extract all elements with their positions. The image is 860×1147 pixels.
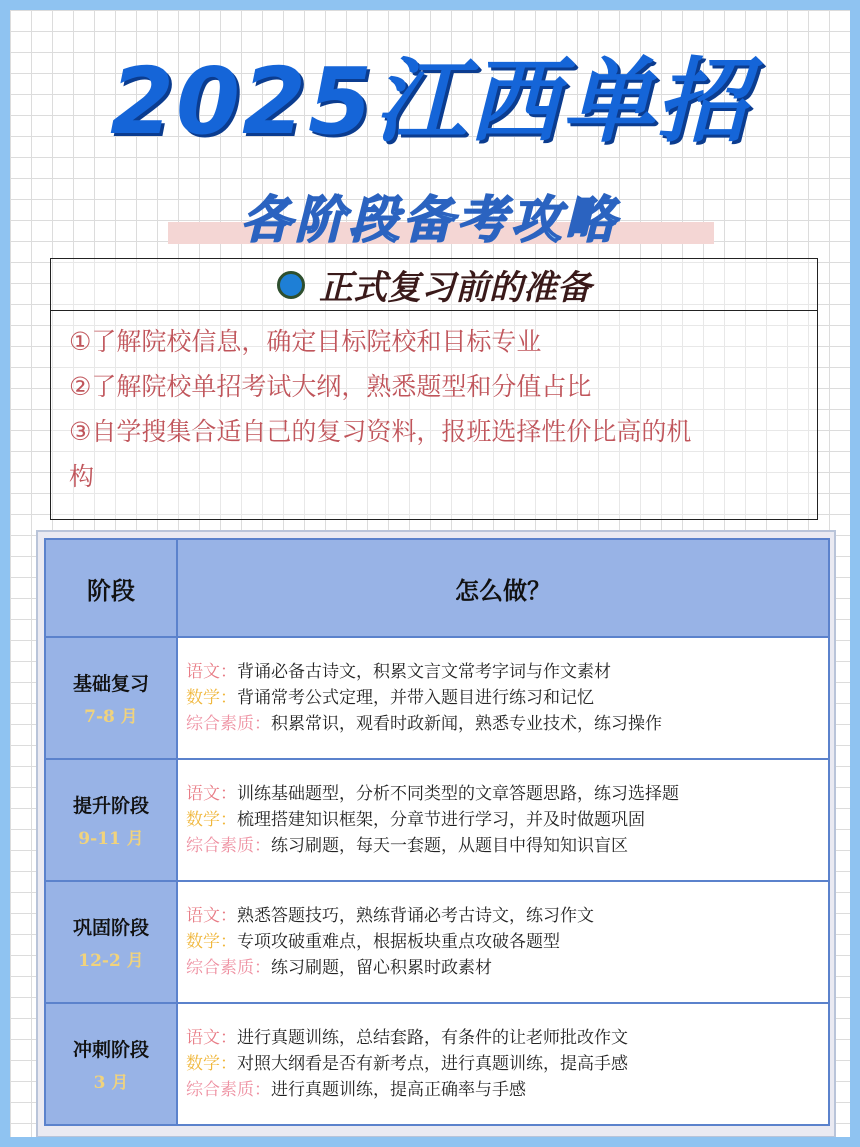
header-stage: 阶段 (45, 539, 177, 637)
prep-header (51, 259, 817, 311)
math-text: 对照大纲看是否有新考点，进行真题训练，提高手感 (237, 1054, 628, 1074)
stage-name: 基础复习 (72, 673, 149, 695)
stage-months: 12-2 月 (78, 951, 144, 971)
comp-line (186, 1077, 820, 1103)
prep-box (50, 258, 818, 520)
chinese-label: 语文： (186, 784, 237, 804)
comp-line (186, 955, 820, 981)
stage-name: 巩固阶段 (72, 917, 149, 939)
comp-label: 综合素质： (186, 836, 271, 856)
chinese-label: 语文： (186, 662, 237, 682)
comp-text: 练习刷题，留心积累时政素材 (271, 958, 492, 978)
prep-item: ②了解院校单招考试大纲，熟悉题型和分值占比 (69, 372, 592, 401)
chinese-line (186, 781, 820, 807)
chinese-line (186, 1025, 820, 1051)
prep-list (51, 311, 817, 499)
math-label: 数学： (186, 810, 237, 830)
table-row (45, 881, 829, 1003)
comp-text: 进行真题训练，提高正确率与手感 (271, 1080, 526, 1100)
chinese-label: 语文： (186, 906, 237, 926)
header-how: 怎么做？ (177, 539, 829, 637)
stage-cell (45, 881, 177, 1003)
chinese-text: 训练基础题型，分析不同类型的文章答题思路，练习选择题 (237, 784, 679, 804)
stage-name: 提升阶段 (72, 795, 149, 817)
math-line (186, 685, 820, 711)
stage-cell (45, 637, 177, 759)
stage-name: 冲刺阶段 (72, 1039, 149, 1061)
comp-label: 综合素质： (186, 958, 271, 978)
chinese-line (186, 659, 820, 685)
stage-months: 9-11 月 (78, 829, 144, 849)
comp-label: 综合素质： (186, 1080, 271, 1100)
chinese-text: 进行真题训练，总结套路，有条件的让老师批改作文 (237, 1028, 628, 1048)
prep-item: ③自学搜集合适自己的复习资料，报班选择性价比高的机 (69, 417, 692, 446)
table-row (45, 1003, 829, 1125)
table-row (45, 637, 829, 759)
prep-item: ①了解院校信息，确定目标院校和目标专业 (69, 327, 542, 356)
page-title: 2025江西单招 (109, 48, 751, 155)
page-subtitle: 各阶段备考攻略 (241, 191, 619, 249)
stage-cell (45, 759, 177, 881)
stage-cell (45, 1003, 177, 1125)
chinese-text: 背诵必备古诗文，积累文言文常考字词与作文素材 (237, 662, 611, 682)
prep-heading: 正式复习前的准备 (319, 268, 591, 308)
chinese-label: 语文： (186, 1028, 237, 1048)
math-label: 数学： (186, 1054, 237, 1074)
detail-cell (177, 759, 829, 881)
comp-text: 积累常识，观看时政新闻，熟悉专业技术，练习操作 (271, 714, 662, 734)
detail-cell (177, 881, 829, 1003)
bullet-dot-icon (277, 271, 305, 299)
math-text: 专项攻破重难点，根据板块重点攻破各题型 (237, 932, 560, 952)
detail-cell (177, 1003, 829, 1125)
comp-line (186, 833, 820, 859)
table-header-row (45, 539, 829, 637)
comp-text: 练习刷题，每天一套题，从题目中得知知识盲区 (271, 836, 628, 856)
math-label: 数学： (186, 688, 237, 708)
plan-table-wrap (36, 530, 836, 1138)
plan-table (44, 538, 830, 1126)
comp-label: 综合素质： (186, 714, 271, 734)
chinese-text: 熟悉答题技巧，熟练背诵必考古诗文，练习作文 (237, 906, 594, 926)
chinese-line (186, 903, 820, 929)
detail-cell (177, 637, 829, 759)
comp-line (186, 711, 820, 737)
table-row (45, 759, 829, 881)
math-text: 背诵常考公式定理，并带入题目进行练习和记忆 (237, 688, 594, 708)
math-line (186, 807, 820, 833)
math-line (186, 1051, 820, 1077)
prep-item: 构 (69, 462, 95, 491)
math-line (186, 929, 820, 955)
math-label: 数学： (186, 932, 237, 952)
stage-months: 7-8 月 (84, 707, 138, 727)
stage-months: 3 月 (93, 1073, 129, 1093)
math-text: 梳理搭建知识框架，分章节进行学习，并及时做题巩固 (237, 810, 645, 830)
